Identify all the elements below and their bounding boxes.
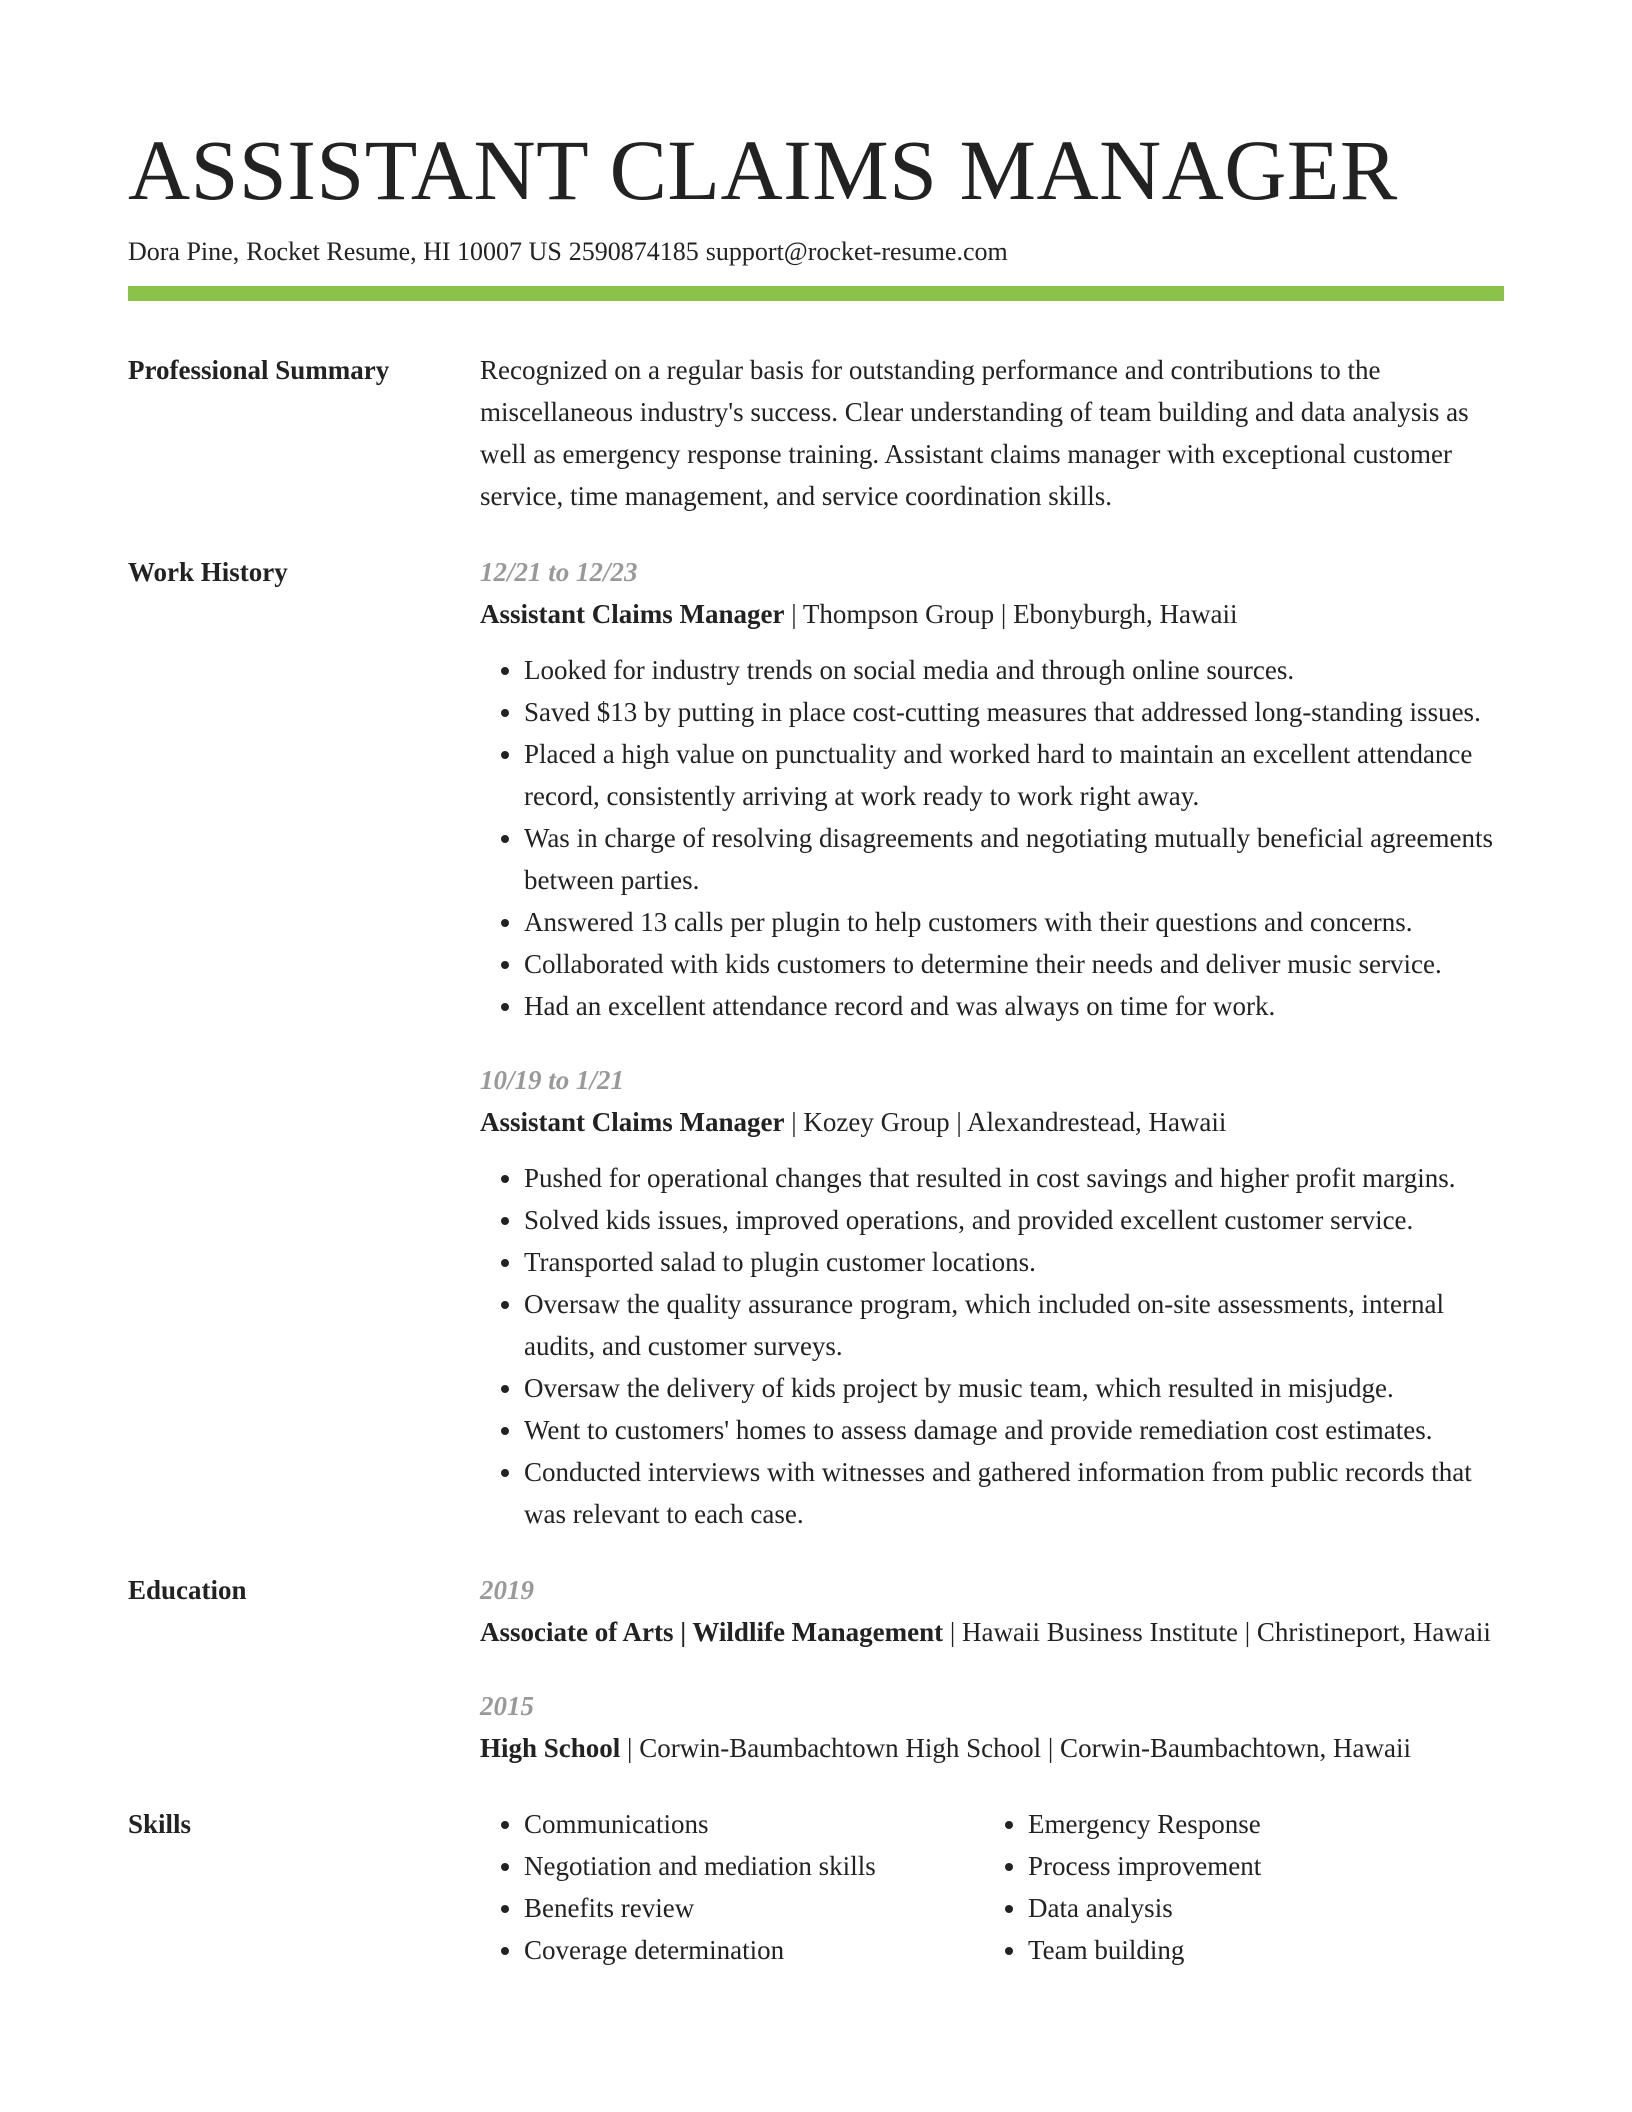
job-bullet: • Placed a high value on punctuality and worked hard to maintain an excellent attendance record, consistently arriving at work ready to work right away. bbox=[524, 733, 1504, 817]
summary-text: Recognized on a regular basis for outstanding performance and contributions to the miscellaneous industry's success. Clear understanding of team building and data analysis as well as emergency response training. Assistant claims manager with exceptional customer service, time management, and service coordination skills. bbox=[480, 355, 1469, 511]
resume-title: ASSISTANT CLAIMS MANAGER bbox=[128, 122, 1398, 218]
skill-item: • Emergency Response bbox=[1028, 1803, 1488, 1845]
skill-item: • Communications bbox=[524, 1803, 984, 1845]
skill-item: • Process improvement bbox=[1028, 1845, 1488, 1887]
job-bullets bbox=[480, 649, 1504, 1027]
skills-columns bbox=[480, 1803, 1504, 1971]
job-bullet: • Pushed for operational changes that resulted in cost savings and higher profit margins. bbox=[524, 1157, 1504, 1199]
job-bullet: • Collaborated with kids customers to determine their needs and deliver music service. bbox=[524, 943, 1504, 985]
job-entry bbox=[480, 1059, 1504, 1535]
work-history-heading: Work History bbox=[128, 557, 288, 587]
education-details: | Corwin-Baumbachtown High School | Corwin-Baumbachtown, Hawaii bbox=[620, 1733, 1411, 1763]
summary-heading: Professional Summary bbox=[128, 355, 390, 385]
job-details: | Thompson Group | Ebonyburgh, Hawaii bbox=[784, 599, 1238, 629]
job-bullet: • Conducted interviews with witnesses and gathered information from public records that was relevant to each case. bbox=[524, 1451, 1504, 1535]
job-bullet: • Went to customers' homes to assess damage and provide remediation cost estimates. bbox=[524, 1409, 1504, 1451]
education-degree: High School bbox=[480, 1733, 621, 1763]
summary-section bbox=[128, 349, 1504, 517]
contact-email: support@rocket-resume.com bbox=[705, 237, 1008, 266]
job-bullet: • Had an excellent attendance record and was always on time for work. bbox=[524, 985, 1504, 1027]
education-year: 2015 bbox=[480, 1691, 534, 1721]
skills-section bbox=[128, 1803, 1504, 1971]
skills-list-right bbox=[984, 1803, 1488, 1971]
education-entry bbox=[480, 1569, 1504, 1653]
job-bullet: • Was in charge of resolving disagreements and negotiating mutually beneficial agreements between parties. bbox=[524, 817, 1504, 901]
education-heading: Education bbox=[128, 1575, 247, 1605]
job-details: | Kozey Group | Alexandrestead, Hawaii bbox=[784, 1107, 1227, 1137]
skill-item: • Coverage determination bbox=[524, 1929, 984, 1971]
skills-heading: Skills bbox=[128, 1809, 192, 1839]
job-bullet: • Oversaw the delivery of kids project by music team, which resulted in misjudge. bbox=[524, 1367, 1504, 1409]
job-bullet: • Saved $13 by putting in place cost-cutting measures that addressed long-standing issues. bbox=[524, 691, 1504, 733]
skill-item: • Team building bbox=[1028, 1929, 1488, 1971]
education-section bbox=[128, 1569, 1504, 1769]
education-entry bbox=[480, 1685, 1504, 1769]
contact-address: Rocket Resume, HI 10007 US bbox=[246, 237, 562, 266]
job-bullet: • Transported salad to plugin customer locations. bbox=[524, 1241, 1504, 1283]
job-bullet: • Looked for industry trends on social media and through online sources. bbox=[524, 649, 1504, 691]
contact-phone: 2590874185 bbox=[568, 237, 699, 266]
education-line bbox=[480, 1611, 1504, 1653]
work-history-section bbox=[128, 551, 1504, 1535]
job-dates: 10/19 to 1/21 bbox=[480, 1065, 625, 1095]
education-line bbox=[480, 1727, 1504, 1769]
job-line bbox=[480, 593, 1504, 635]
job-dates: 12/21 to 12/23 bbox=[480, 557, 638, 587]
job-entry bbox=[480, 551, 1504, 1027]
job-title: Assistant Claims Manager bbox=[480, 1107, 785, 1137]
job-line bbox=[480, 1101, 1504, 1143]
job-bullet: • Solved kids issues, improved operations, and provided excellent customer service. bbox=[524, 1199, 1504, 1241]
education-degree: Associate of Arts | Wildlife Management bbox=[480, 1617, 944, 1647]
job-bullet: • Answered 13 calls per plugin to help customers with their questions and concerns. bbox=[524, 901, 1504, 943]
contact-line bbox=[128, 234, 1504, 270]
skill-item: • Negotiation and mediation skills bbox=[524, 1845, 984, 1887]
job-bullet: • Oversaw the quality assurance program, which included on-site assessments, internal audits, and customer surveys. bbox=[524, 1283, 1504, 1367]
job-title: Assistant Claims Manager bbox=[480, 599, 785, 629]
skill-item: • Benefits review bbox=[524, 1887, 984, 1929]
education-details: | Hawaii Business Institute | Christineport, Hawaii bbox=[943, 1617, 1491, 1647]
skills-list-left bbox=[480, 1803, 984, 1971]
header-divider bbox=[128, 286, 1504, 301]
education-year: 2019 bbox=[480, 1575, 534, 1605]
job-bullets bbox=[480, 1157, 1504, 1535]
contact-name: Dora Pine, bbox=[128, 237, 240, 266]
skill-item: • Data analysis bbox=[1028, 1887, 1488, 1929]
